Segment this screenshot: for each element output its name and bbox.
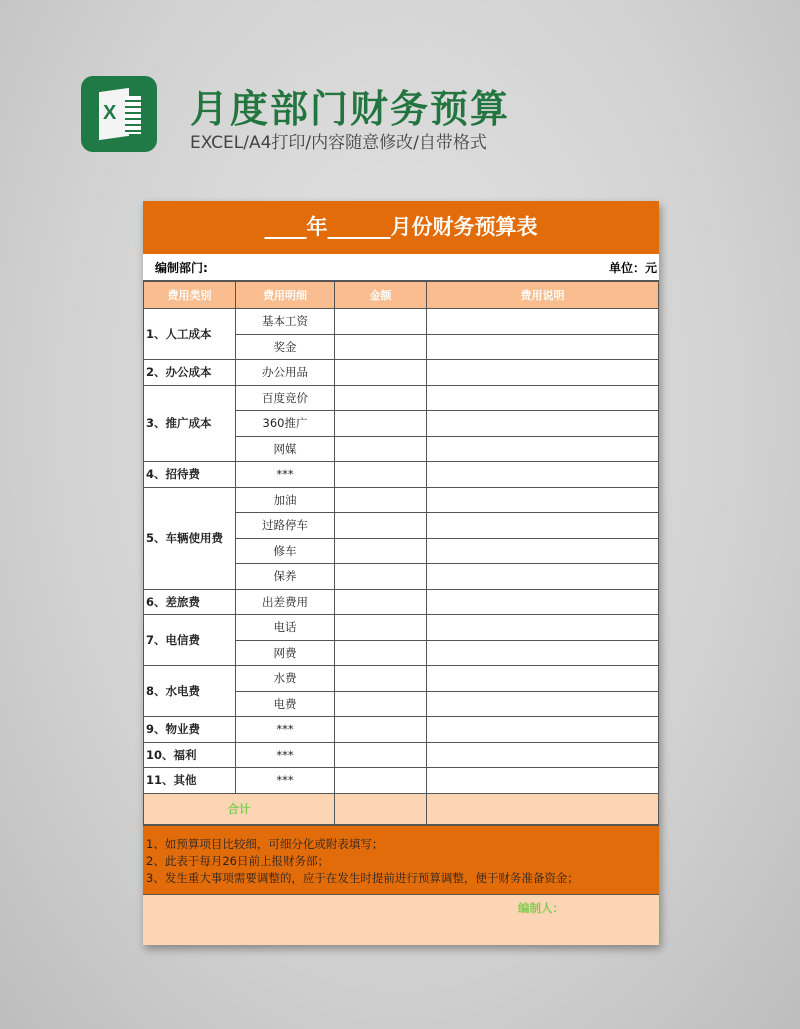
detail-cell: 360推广 (236, 411, 335, 437)
total-row (144, 793, 659, 824)
amount-cell[interactable] (335, 513, 427, 539)
description-cell[interactable] (427, 589, 659, 615)
note-line: 3、发生重大事项需要调整的，应于在发生时提前进行预算调整，便于财务准备资金； (146, 870, 579, 885)
table-row (144, 717, 659, 743)
detail-cell: 办公用品 (236, 360, 335, 386)
sheet-title: ____年______月份财务预算表 (143, 201, 659, 254)
description-cell[interactable] (427, 717, 659, 743)
description-cell[interactable] (427, 513, 659, 539)
category-cell: 1、人工成本 (144, 309, 236, 360)
category-cell: 7、电信费 (144, 615, 236, 666)
description-cell[interactable] (427, 487, 659, 513)
table-row (144, 385, 659, 411)
detail-cell: 网媒 (236, 436, 335, 462)
table-row (144, 666, 659, 692)
amount-cell[interactable] (335, 640, 427, 666)
budget-table (143, 281, 659, 825)
table-row (144, 742, 659, 768)
detail-cell: *** (236, 742, 335, 768)
total-description-cell[interactable] (427, 793, 659, 824)
detail-cell: 电费 (236, 691, 335, 717)
category-cell: 10、福利 (144, 742, 236, 768)
description-cell[interactable] (427, 360, 659, 386)
detail-cell: 水费 (236, 666, 335, 692)
amount-cell[interactable] (335, 666, 427, 692)
info-row (143, 254, 659, 281)
col-header-amount: 金额 (335, 282, 427, 309)
detail-cell: 网费 (236, 640, 335, 666)
description-cell[interactable] (427, 640, 659, 666)
amount-cell[interactable] (335, 564, 427, 590)
description-cell[interactable] (427, 385, 659, 411)
footer (143, 894, 659, 945)
total-label: 合计 (144, 793, 335, 824)
detail-cell: 过路停车 (236, 513, 335, 539)
detail-cell: *** (236, 717, 335, 743)
notes (143, 825, 659, 894)
description-cell[interactable] (427, 742, 659, 768)
category-cell: 8、水电费 (144, 666, 236, 717)
amount-cell[interactable] (335, 717, 427, 743)
table-row (144, 615, 659, 641)
description-cell[interactable] (427, 436, 659, 462)
col-header-detail: 费用明细 (236, 282, 335, 309)
description-cell[interactable] (427, 538, 659, 564)
amount-cell[interactable] (335, 589, 427, 615)
description-cell[interactable] (427, 768, 659, 794)
detail-cell: 保养 (236, 564, 335, 590)
description-cell[interactable] (427, 411, 659, 437)
description-cell[interactable] (427, 309, 659, 335)
detail-cell: 出差费用 (236, 589, 335, 615)
detail-cell: 基本工资 (236, 309, 335, 335)
dept-label: 编制部门: (155, 260, 208, 275)
detail-cell: 奖金 (236, 334, 335, 360)
amount-cell[interactable] (335, 768, 427, 794)
budget-sheet (143, 201, 659, 945)
amount-cell[interactable] (335, 538, 427, 564)
amount-cell[interactable] (335, 309, 427, 335)
excel-logo-icon: X (81, 76, 157, 152)
detail-cell: 百度竞价 (236, 385, 335, 411)
amount-cell[interactable] (335, 411, 427, 437)
amount-cell[interactable] (335, 385, 427, 411)
category-cell: 2、办公成本 (144, 360, 236, 386)
description-cell[interactable] (427, 615, 659, 641)
table-row (144, 309, 659, 335)
total-amount-cell[interactable] (335, 793, 427, 824)
amount-cell[interactable] (335, 436, 427, 462)
note-line: 1、如预算项目比较细，可细分化或附表填写； (146, 836, 384, 851)
amount-cell[interactable] (335, 462, 427, 488)
description-cell[interactable] (427, 334, 659, 360)
category-cell: 9、物业费 (144, 717, 236, 743)
unit-label: 单位：元 (608, 260, 657, 275)
category-cell: 5、车辆使用费 (144, 487, 236, 589)
detail-cell: *** (236, 462, 335, 488)
table-row (144, 360, 659, 386)
category-cell: 3、推广成本 (144, 385, 236, 462)
description-cell[interactable] (427, 462, 659, 488)
category-cell: 4、招待费 (144, 462, 236, 488)
table-row (144, 487, 659, 513)
description-cell[interactable] (427, 691, 659, 717)
col-header-category: 费用类别 (144, 282, 236, 309)
table-row (144, 462, 659, 488)
category-cell: 11、其他 (144, 768, 236, 794)
amount-cell[interactable] (335, 742, 427, 768)
description-cell[interactable] (427, 564, 659, 590)
amount-cell[interactable] (335, 360, 427, 386)
amount-cell[interactable] (335, 691, 427, 717)
detail-cell: 修车 (236, 538, 335, 564)
detail-cell: 电话 (236, 615, 335, 641)
amount-cell[interactable] (335, 615, 427, 641)
page-title: 月度部门财务预算 (190, 87, 511, 131)
amount-cell[interactable] (335, 487, 427, 513)
amount-cell[interactable] (335, 334, 427, 360)
category-cell: 6、差旅费 (144, 589, 236, 615)
col-header-description: 费用说明 (427, 282, 659, 309)
note-line: 2、此表于每月26日前上报财务部； (146, 853, 329, 868)
page-subtitle: EXCEL/A4打印/内容随意修改/自带格式 (190, 133, 487, 153)
preparer-label: 编制人： (518, 900, 564, 915)
table-row (144, 768, 659, 794)
detail-cell: *** (236, 768, 335, 794)
description-cell[interactable] (427, 666, 659, 692)
detail-cell: 加油 (236, 487, 335, 513)
table-row (144, 589, 659, 615)
